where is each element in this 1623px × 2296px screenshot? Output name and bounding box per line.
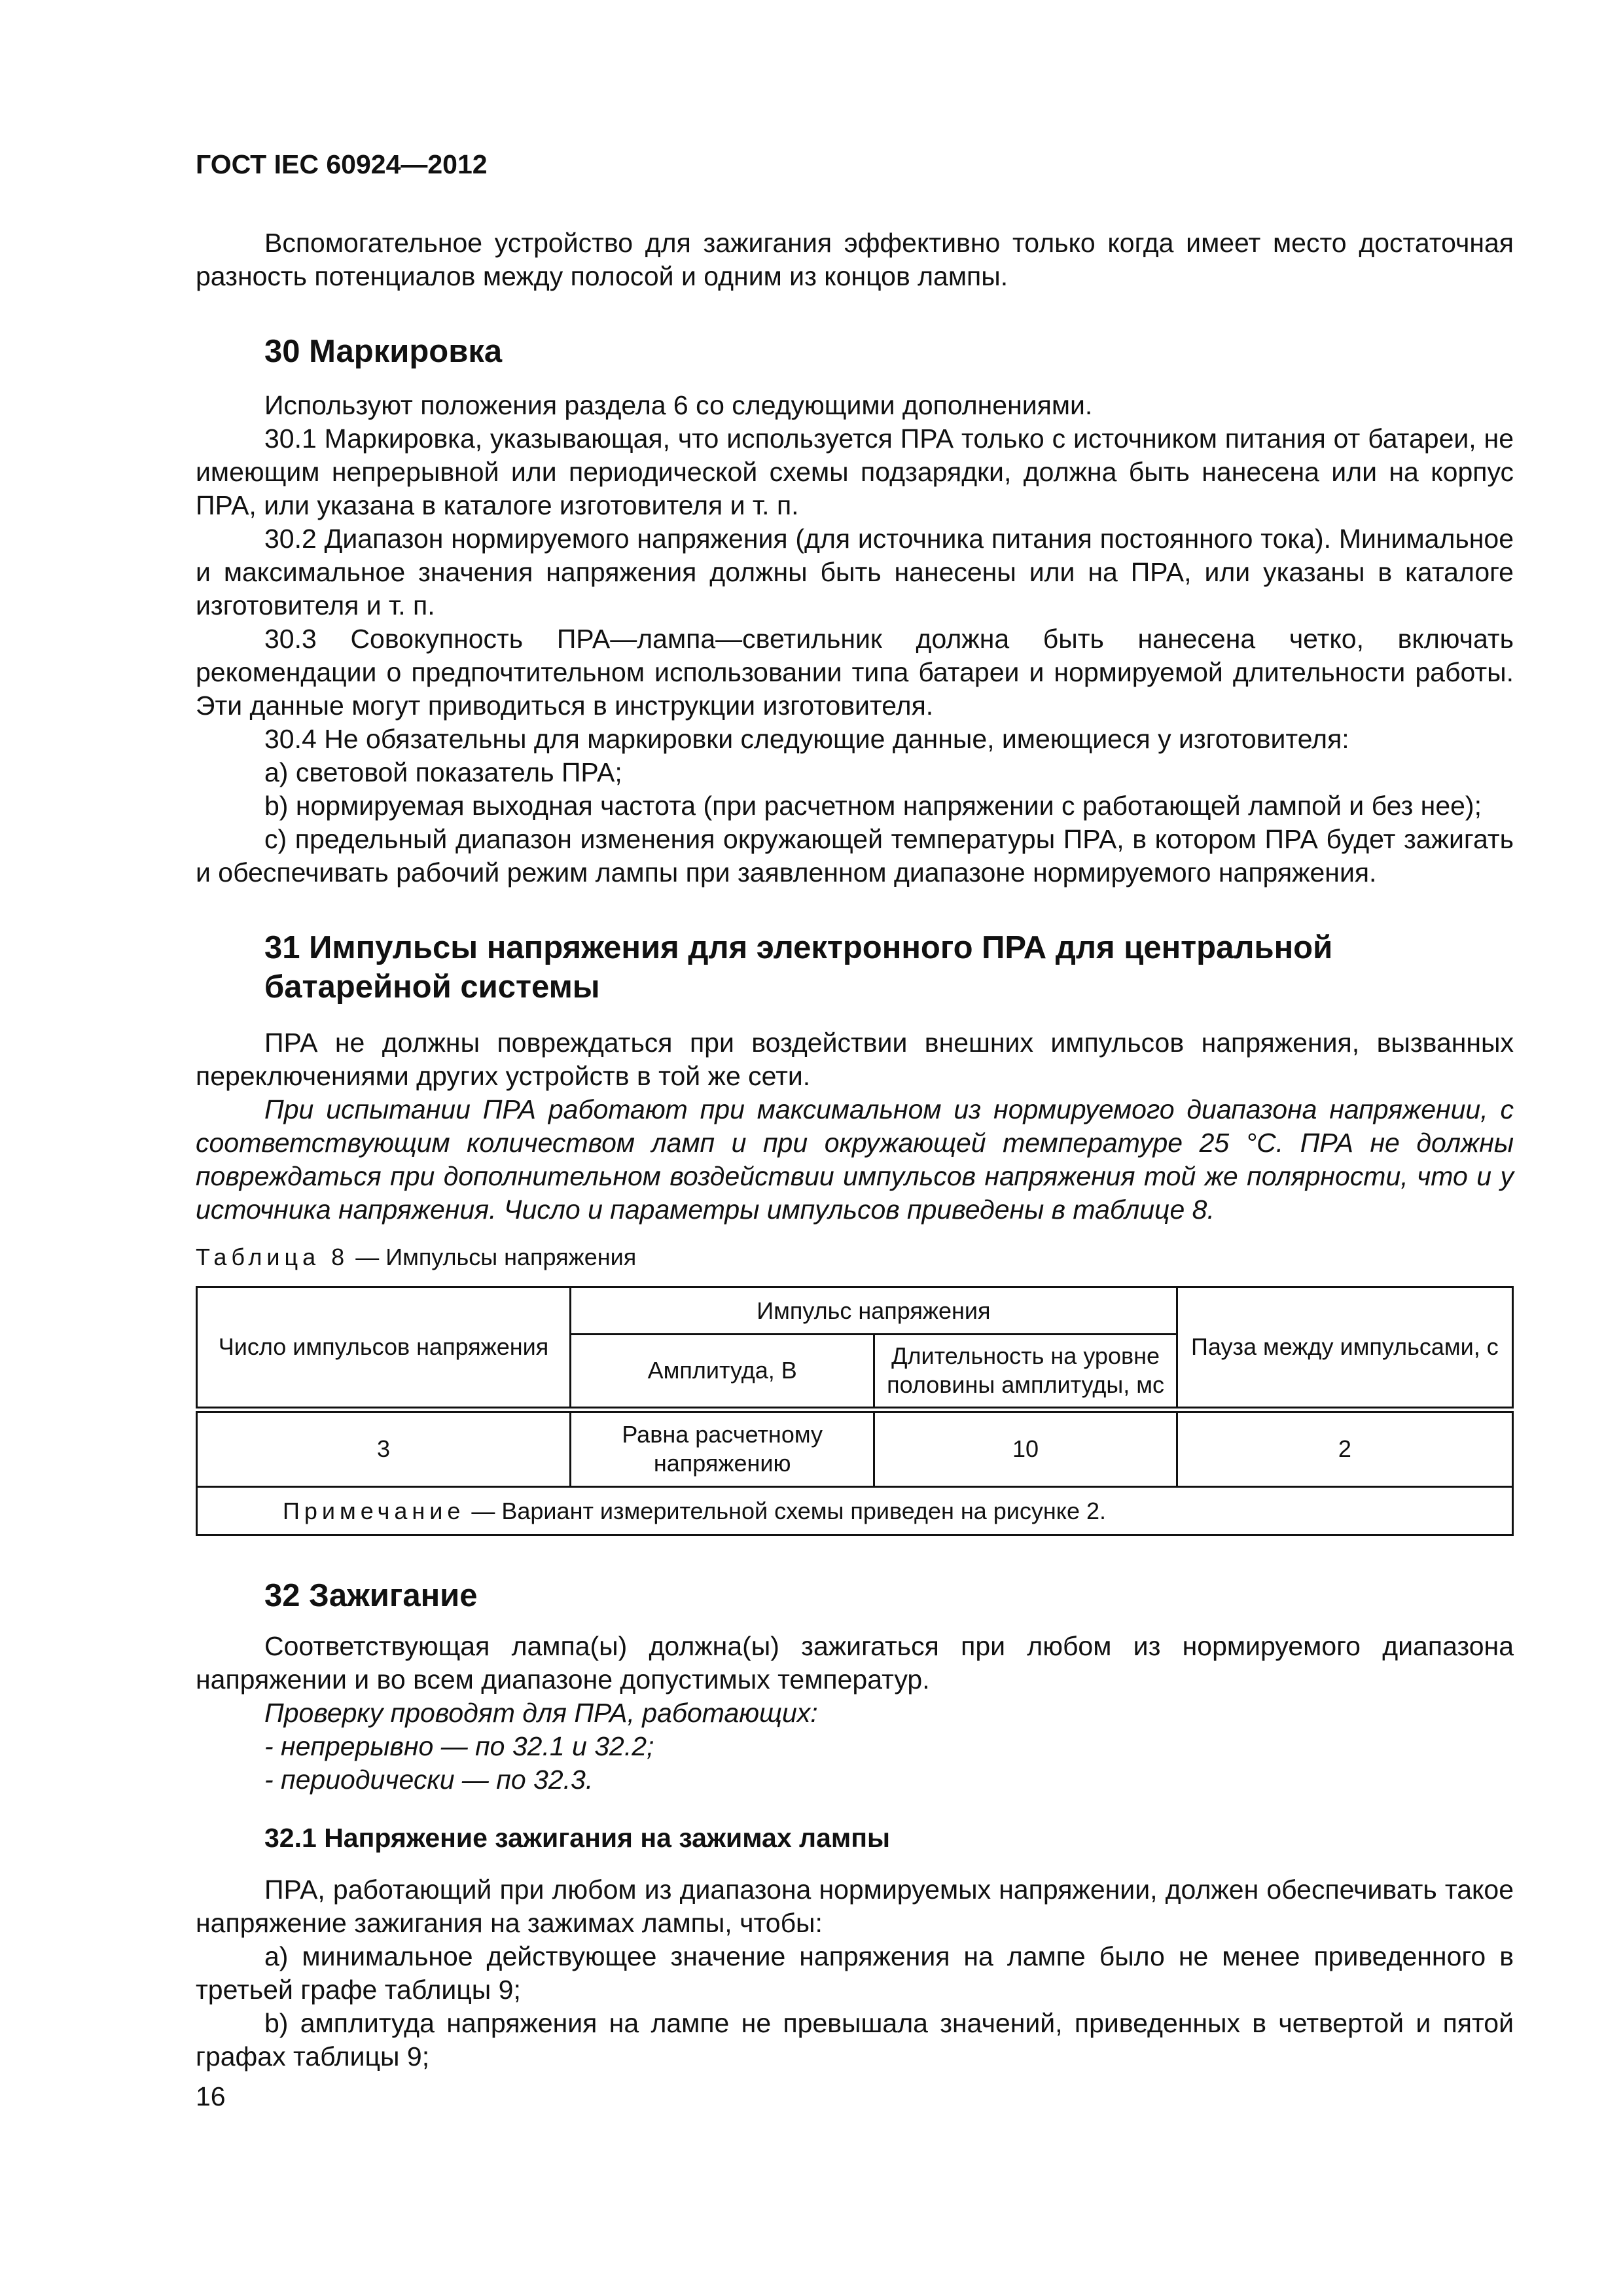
note-text: — Вариант измерительной схемы приведен на рисунке 2. bbox=[465, 1497, 1106, 1524]
intro-paragraph: Вспомогательное устройство для зажигания эффективно только когда имеет место достаточная разность потенциалов между полосой и одним из концов лампы. bbox=[196, 228, 1514, 291]
section-32 bbox=[196, 1576, 1514, 2073]
header-amplitude: Амплитуда, В bbox=[571, 1335, 874, 1410]
italic-line: - непрерывно — по 32.1 и 32.2; bbox=[264, 1731, 654, 1761]
header-count: Число импульсов напряжения bbox=[197, 1287, 571, 1410]
section-31-title bbox=[196, 928, 1514, 1007]
table-row bbox=[197, 1410, 1513, 1487]
paragraph: Соответствующая лампа(ы) должна(ы) зажигаться при любом из нормируемого диапазона напряжении и во всем диапазоне допустимых температур. bbox=[196, 1631, 1514, 1695]
header-pause: Пауза между импульсами, с bbox=[1177, 1287, 1512, 1410]
list-item: b) нормируемая выходная частота (при расчетном напряжении с работающей лампой и без нее); bbox=[264, 791, 1482, 821]
test-paragraph: При испытании ПРА работают при максимальном из нормируемого диапазона напряжении, с соответствующим количеством ламп и при окружающей температуре 25 °C. ПРА не должны повреждаться при дополнительном воздействии импульсов напряжения той же полярности, что и у источника напряжения. Число и параметры импульсов приведены в таблице 8. bbox=[196, 1094, 1514, 1225]
section-30-title: 30 Маркировка bbox=[264, 334, 503, 369]
paragraph: Используют положения раздела 6 со следующими дополнениями. bbox=[264, 390, 1093, 420]
paragraph: 30.1 Маркировка, указывающая, что используется ПРА только с источником питания от батареи, не имеющим непрерывной или периодической схемы подзарядки, должна быть нанесена или на корпус ПРА, или указана в каталоге изготовителя и т. п. bbox=[196, 423, 1514, 520]
table-8 bbox=[196, 1286, 1514, 1536]
intro-section bbox=[196, 226, 1514, 293]
document-header: ГОСТ IEC 60924—2012 bbox=[196, 149, 488, 179]
page-number: 16 bbox=[196, 2081, 226, 2111]
italic-line: - периодически — по 32.3. bbox=[264, 1765, 594, 1795]
paragraph: 30.4 Не обязательны для маркировки следующие данные, имеющиеся у изготовителя: bbox=[264, 724, 1349, 754]
caption-label: Таблица 8 bbox=[196, 1244, 349, 1270]
paragraph: 30.2 Диапазон нормируемого напряжения (для источника питания постоянного тока). Минимальное и максимальное значения напряжения должны быть нанесены или на ПРА, или указаны в каталоге изготовителя и т. п. bbox=[196, 524, 1514, 620]
list-item: b) амплитуда напряжения на лампе не превышала значений, приведенных в четвертой и пятой графах таблицы 9; bbox=[196, 2008, 1514, 2072]
table-note bbox=[197, 1487, 1513, 1535]
note-label: Примечание bbox=[283, 1497, 465, 1524]
caption-text: — Импульсы напряжения bbox=[349, 1244, 637, 1270]
italic-line: Проверку проводят для ПРА, работающих: bbox=[264, 1698, 818, 1728]
cell-duration: 10 bbox=[874, 1410, 1177, 1487]
list-item: a) световой показатель ПРА; bbox=[264, 757, 622, 787]
header-pulse: Импульс напряжения bbox=[571, 1287, 1177, 1335]
title-line: 31 Импульсы напряжения для электронного ПРА для центральной bbox=[264, 930, 1333, 965]
cell-count: 3 bbox=[197, 1410, 571, 1487]
cell-pause: 2 bbox=[1177, 1410, 1512, 1487]
paragraph: 30.3 Совокупность ПРА—лампа—светильник должна быть нанесена четко, включать рекомендации о предпочтительном использовании типа батареи и нормируемой длительности работы. Эти данные могут приводиться в инструкции изготовителя. bbox=[196, 624, 1514, 721]
cell-amplitude: Равна расчетному напряжению bbox=[571, 1410, 874, 1487]
header-duration: Длительность на уровне половины амплитуды, мс bbox=[874, 1335, 1177, 1410]
list-item: а) минимальное действующее значение напряжения на лампе было не менее приведенного в третьей графе таблицы 9; bbox=[196, 1941, 1514, 2005]
section-32-title: 32 Зажигание bbox=[264, 1578, 478, 1613]
subsection-32-1-title: 32.1 Напряжение зажигания на зажимах лампы bbox=[264, 1823, 890, 1853]
list-item: c) предельный диапазон изменения окружающей температуры ПРА, в котором ПРА будет зажигать и обеспечивать рабочий режим лампы при заявленном диапазоне нормируемого напряжения. bbox=[196, 824, 1514, 888]
section-30 bbox=[196, 332, 1514, 889]
paragraph: ПРА, работающий при любом из диапазона нормируемых напряжении, должен обеспечивать такое напряжение зажигания на зажимах лампы, чтобы: bbox=[196, 1874, 1514, 1938]
table-caption bbox=[196, 1244, 636, 1271]
paragraph: ПРА не должны повреждаться при воздействии внешних импульсов напряжения, вызванных переключениями других устройств в той же сети. bbox=[196, 1028, 1514, 1091]
section-31 bbox=[196, 928, 1514, 1227]
title-line: батарейной системы bbox=[264, 969, 600, 1005]
